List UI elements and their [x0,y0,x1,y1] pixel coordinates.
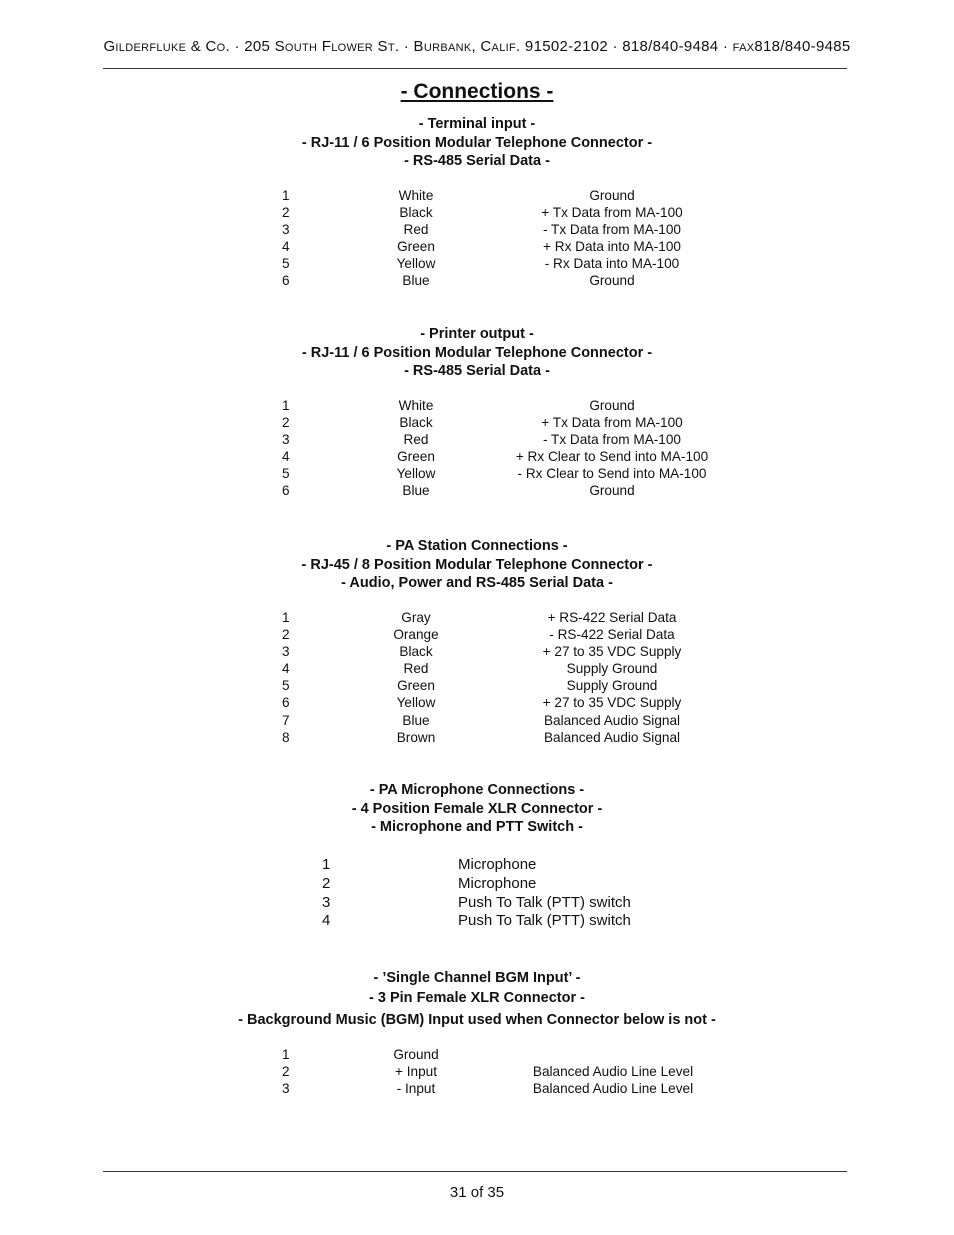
pin-number: 4 [322,912,331,930]
pinout-table-pa-station [0,609,954,746]
pinout-table-pa-mic [0,856,954,931]
pin-number: 1 [322,856,331,873]
signal-name: Ground [589,398,635,413]
signal-name: - RS-422 Serial Data [549,627,675,643]
signal-name: Ground [589,188,635,203]
wire-color: Red [403,432,429,448]
signal-name: - Input [396,1081,436,1097]
pinout-table-printer [0,397,954,500]
phone-number: 818/840-9484 [622,38,719,55]
signal-name: Microphone [458,874,537,892]
table-row [0,187,954,204]
heading-line: - PA Microphone Connections - [369,782,585,798]
signal-name: - Tx Data from MA-100 [543,222,681,238]
pin-number: 2 [322,874,331,892]
footer-divider [103,1171,847,1172]
heading-line: - 3 Pin Female XLR Connector - [369,990,585,1006]
pin-number: 6 [282,695,290,711]
signal-name: Microphone [458,856,537,873]
pin-number: 2 [282,1064,290,1080]
heading-line: - Printer output - [420,326,534,342]
wire-color: Yellow [396,256,436,272]
wire-color: Red [403,222,429,238]
signal-name: + 27 to 35 VDC Supply [542,644,682,660]
pin-number: 4 [282,661,290,677]
pin-number: 3 [282,432,290,448]
pin-number: 1 [282,610,290,625]
pin-number: 3 [282,222,290,238]
wire-color: Red [403,661,429,677]
separator: · [234,38,240,55]
wire-color: Black [399,205,433,221]
table-row [0,1063,954,1080]
pin-number: 3 [322,893,331,911]
signal-name: - Rx Data into MA-100 [544,256,680,272]
table-row [0,912,954,931]
pin-number: 3 [282,644,290,660]
wire-color: Green [397,449,435,465]
fax-number: 818/840-9485 [754,38,851,55]
wire-color: White [398,398,434,413]
signal-name: Supply Ground [566,678,658,694]
pin-number: 1 [282,1047,290,1062]
table-row [0,856,954,875]
table-row [0,238,954,255]
heading-line: - RJ-45 / 8 Position Modular Telephone Connector - [301,556,653,573]
company-name: Gilderfluke & Co. [103,38,230,55]
heading-line: - RJ-11 / 6 Position Modular Telephone Connector - [301,134,653,151]
table-row [0,431,954,448]
table-row [0,626,954,643]
section-heading-pa-station [0,537,954,593]
header-divider [103,68,847,69]
signal-name: + Rx Clear to Send into MA-100 [515,449,709,465]
wire-color: Yellow [396,695,436,711]
signal-level: Balanced Audio Line Level [532,1064,694,1080]
section-heading-terminal [0,115,954,171]
table-row [0,643,954,660]
heading-line: - RS-485 Serial Data - [404,363,550,380]
heading-line: - ’Single Channel BGM Input’ - [373,970,581,986]
signal-name: + Tx Data from MA-100 [541,205,683,221]
page-number: 31 of 35 [449,1184,505,1201]
pin-number: 5 [282,678,290,694]
wire-color: Yellow [396,466,436,482]
signal-name: Push To Talk (PTT) switch [458,912,631,930]
wire-color: Blue [402,273,430,289]
wire-color: Blue [402,712,430,728]
table-row [0,1080,954,1097]
heading-line: - Microphone and PTT Switch - [371,819,583,836]
heading-line: - RJ-11 / 6 Position Modular Telephone Connector - [301,344,653,361]
wire-color: Green [397,678,435,694]
table-row [0,729,954,746]
signal-name: Ground [393,1047,439,1062]
pinout-table-bgm [0,1046,954,1097]
pin-number: 3 [282,1081,290,1097]
pin-number: 2 [282,627,290,643]
street-address: 205 South Flower St. [244,38,400,55]
table-row [0,255,954,272]
signal-name: Push To Talk (PTT) switch [458,893,631,911]
pin-number: 6 [282,483,290,499]
pin-number: 8 [282,729,290,745]
table-row [0,609,954,626]
signal-name: - Tx Data from MA-100 [543,432,681,448]
heading-line: - RS-485 Serial Data - [404,153,550,170]
table-row [0,414,954,431]
table-row [0,221,954,238]
heading-line: - Terminal input - [418,116,536,132]
table-row [0,204,954,221]
heading-line: - 4 Position Female XLR Connector - [351,800,603,817]
table-row [0,482,954,499]
table-row [0,712,954,729]
separator: · [403,38,410,55]
table-row [0,465,954,482]
pin-number: 4 [282,239,290,255]
pin-number: 2 [282,205,290,221]
table-row [0,1046,954,1063]
table-row [0,448,954,465]
wire-color: Brown [396,729,436,745]
heading-line: - Audio, Power and RS-485 Serial Data - [341,575,613,592]
table-row [0,894,954,913]
wire-color: Green [397,239,435,255]
heading-line: - Background Music (BGM) Input used when Connector below is not - [238,1012,716,1028]
fax-label: fax [732,38,755,55]
section-heading-pa-mic [0,781,954,837]
wire-color: Gray [401,610,431,625]
wire-color: Orange [393,627,439,643]
signal-name: Balanced Audio Signal [543,712,681,728]
wire-color: Black [399,415,433,431]
signal-level: Balanced Audio Line Level [532,1081,694,1097]
page-title: - Connections - [400,80,554,103]
table-row [0,397,954,414]
signal-name: + Rx Data into MA-100 [543,239,681,255]
city-state-zip: Burbank, Calif. 91502-2102 [413,38,609,55]
table-row [0,660,954,677]
wire-color: Blue [402,483,430,499]
table-row [0,272,954,289]
pin-number: 5 [282,466,290,482]
signal-name: + RS-422 Serial Data [547,610,677,625]
pin-number: 1 [282,398,290,413]
table-row [0,677,954,694]
pin-number: 6 [282,273,290,289]
pin-number: 5 [282,256,290,272]
table-row [0,694,954,711]
section-heading-printer [0,325,954,381]
signal-name: - Rx Clear to Send into MA-100 [517,466,707,482]
signal-name: Ground [589,483,635,499]
section-heading-bgm [0,968,954,1030]
letterhead [0,38,954,55]
signal-name: Ground [589,273,635,289]
pin-number: 4 [282,449,290,465]
pin-number: 7 [282,712,290,728]
signal-name: + Input [395,1064,437,1080]
wire-color: Black [399,644,433,660]
heading-line: - PA Station Connections - [386,538,568,554]
signal-name: Supply Ground [566,661,658,677]
signal-name: + 27 to 35 VDC Supply [542,695,682,711]
separator: · [612,38,618,55]
signal-name: Balanced Audio Signal [543,729,681,745]
signal-name: + Tx Data from MA-100 [541,415,683,431]
pin-number: 2 [282,415,290,431]
pin-number: 1 [282,188,290,203]
pinout-table-terminal [0,187,954,290]
table-row [0,875,954,894]
separator: · [722,38,729,55]
wire-color: White [398,188,434,203]
